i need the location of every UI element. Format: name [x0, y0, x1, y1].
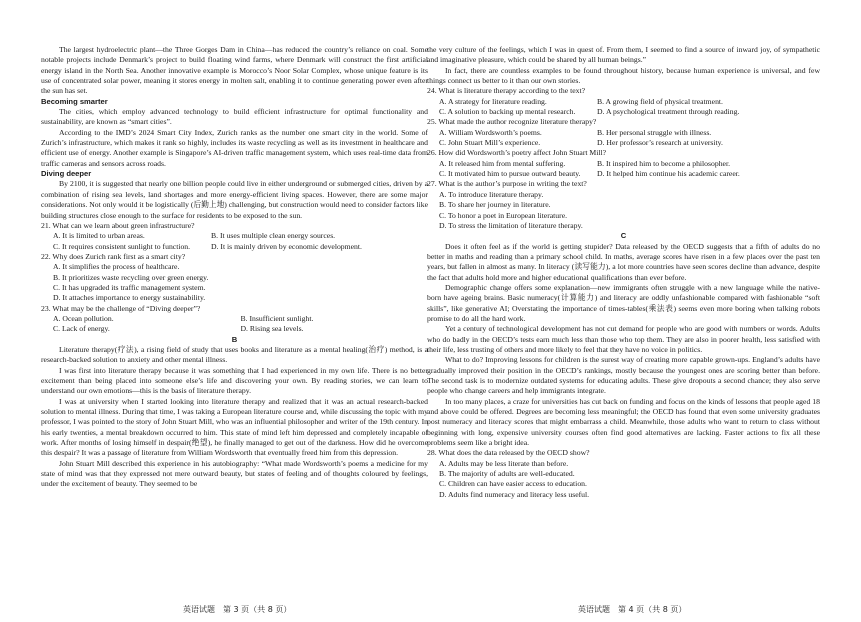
option-b: B. Her personal struggle with illness. — [597, 127, 712, 137]
option-d: D. To stress the limitation of literature therapy. — [439, 220, 583, 230]
question-23-options — [41, 314, 428, 335]
section-heading: Diving deeper — [41, 169, 92, 179]
option-d: D. Adults find numeracy and literacy less useful. — [439, 489, 590, 499]
option-b: B. It uses multiple clean energy sources. — [211, 231, 336, 241]
question-26-options — [427, 159, 820, 180]
option-d: D. It attaches importance to energy sustainability. — [53, 293, 206, 303]
paragraph-continued: the very culture of the feelings, which I was in quest of. From them, I seemed to find a source of inward joy, of sympathetic and imaginative pleasure, which could be shared by all human beings.” — [427, 45, 820, 65]
question-24-options — [427, 97, 820, 118]
option-a: A. It is limited to urban areas. — [53, 231, 145, 241]
option-b: B. A growing field of physical treatment. — [597, 96, 723, 106]
option-d: D. It helped him continue his academic career. — [597, 169, 740, 179]
paragraph: Literature therapy(疗法), a rising field of study that uses books and literature as a mental healing(治疗) method, is a research-backed solution to anxiety and other mental illness. — [41, 344, 428, 365]
question-28-options — [427, 459, 820, 500]
page-footer-right: 英语试题 第 4 页（共 8 页） — [578, 605, 687, 614]
option-b: B. It inspired him to become a philosopher. — [597, 158, 731, 168]
option-c: C. Children can have easier access to education. — [439, 479, 587, 489]
section-label-c: C — [620, 231, 627, 241]
paragraph: According to the IMD’s 2024 Smart City Index, Zurich ranks as the number one smart city in the world. Some of Zurich’s infrastructure, which makes it rank so highly, includes its waste recycling as well as its investment in healthcare and efficient use of energy. Another example is Singapore’s AI-driven traffic management system, which uses real-time data from traffic cameras and sensors across roads. — [41, 127, 428, 168]
option-c: C. It motivated him to pursue outward beauty. — [439, 169, 581, 179]
option-a: A. Adults may be less literate than before. — [439, 458, 569, 468]
option-c: C. Lack of energy. — [53, 324, 110, 334]
question-24: 24. What is literature therapy according to the text? — [427, 86, 586, 96]
question-22-options — [41, 262, 428, 303]
paragraph: In fact, there are countless examples to be found throughout history, because human experience is universal, and few things connect us better to it than our own stories. — [427, 65, 820, 86]
option-a: A. William Wordsworth’s poems. — [439, 127, 542, 137]
paragraph: Does it often feel as if the world is getting stupider? Data released by the OECD suggests that a fifth of adults do no better in maths and reading than a primary school child. In maths, average scores have risen in a few places over the past ten years, but fallen in almost as many. In literacy (读写能力), a lot more countries have seen scores decline than advance, despite the fact that adults hold more and higher educational qualifications than ever before. — [427, 241, 820, 282]
option-c: C. It requires consistent sunlight to function. — [53, 241, 191, 251]
question-28: 28. What does the data released by the OECD show? — [427, 448, 590, 458]
option-a: A. It simplifies the process of healthcare. — [53, 262, 180, 272]
option-b: B. To share her journey in literature. — [439, 200, 551, 210]
question-21-options — [41, 231, 428, 252]
section-heading: Becoming smarter — [41, 96, 108, 106]
option-a: A. A strategy for literature reading. — [439, 96, 547, 106]
option-d: D. A psychological treatment through reading. — [597, 107, 740, 117]
question-23: 23. What may be the challenge of “Diving deeper”? — [41, 303, 201, 313]
option-b: B. The majority of adults are well-educated. — [439, 469, 575, 479]
option-c: C. A solution to backing up mental research. — [439, 107, 576, 117]
question-27-options — [427, 190, 820, 231]
question-25: 25. What made the author recognize literature therapy? — [427, 117, 597, 127]
option-a: A. Ocean pollution. — [53, 313, 114, 323]
paragraph: Yet a century of technological development has not cut demand for people who are good with numbers or words. Adults who do badly in the OECD’s tests earn much less than those who top them. They are also in poorer health, less satisfied with their life, less trusting of others and more likely to feel that they have no voice in politics. — [427, 324, 820, 354]
paragraph: In too many places, a craze for universities has cut back on funding and focus on the kinds of lessons that people aged 18 and above could be offered. Degrees are becoming less meaningful; the OECD has found that even some university graduates post numeracy and literacy scores that might embarrass a child. Meanwhile, those adults who want to return to class without beginning with long, expensive university courses often find good alternatives are lacking. Faster actions to fix all these problems seem like a bright idea. — [427, 396, 820, 448]
question-25-options — [427, 128, 820, 149]
paragraph: The largest hydroelectric plant—the Three Gorges Dam in China—has reduced the country’s reliance on coal. Some notable projects include Denmark’s project to build floating wind farms, where Denmark will construct the first artificial energy island in the North Sea. Another innovative example is Morocco’s Noor Solar Complex, whose unique feature is its use of concentrated solar power, meaning it stores energy in molten salt, enabling it to continue generating power even after the sun has set. — [41, 45, 428, 96]
option-c: C. To honor a poet in European literature. — [439, 210, 568, 220]
paragraph: Demographic change offers some explanation—new immigrants often struggle with a new language while the native-born have ageing brains. Basic numeracy(计算能力) and literacy are oddly unfashionable compared with fashionable “soft skills”, like generative AI; Overstating the importance of times-tables(乘法表) seems even more boring when talking robots promise to do all the hard work. — [427, 282, 820, 323]
option-a: A. To introduce literature therapy. — [439, 189, 544, 199]
option-d: D. It is mainly driven by economic development. — [211, 241, 362, 251]
question-22: 22. Why does Zurich rank first as a smart city? — [41, 251, 186, 261]
page-footer-left: 英语试题 第 3 页（共 8 页） — [183, 605, 292, 614]
option-c: C. John Stuart Mill’s experience. — [439, 138, 541, 148]
question-26: 26. How did Wordsworth’s poetry affect John Stuart Mill? — [427, 148, 607, 158]
paragraph: I was first into literature therapy because it was something that I had experienced in my own life. There is no better excitement than being placed into someone else’s life and discovering your own. By reading stories, we can learn to understand our own emotions—this is the basis of literature therapy. — [41, 365, 428, 396]
option-d: D. Rising sea levels. — [240, 324, 304, 334]
option-a: A. It released him from mental suffering. — [439, 158, 566, 168]
paragraph: What to do? Improving lessons for children is the surest way of creating more capable grown-ups. England’s adults have gradually improved their position in the OECD’s rankings, mostly because the youngest ones are scoring better than before. The second task is to modernize outdated systems for educating adults. These give dropouts a second chance; they also serve people who change careers and help immigrants integrate. — [427, 355, 820, 396]
paragraph: By 2100, it is suggested that nearly one billion people could live in either underground or submerged cities, driven by a combination of rising sea levels, land shortages and more energy-efficient living spaces. However, there are some major considerations. Not only would it be logistically (后勤上地) challenging, but construction would need to consider factors like building structures close enough to the surface for residents to be exposed to the sun. — [41, 179, 428, 220]
page-4-column — [427, 45, 820, 500]
page-3-column — [41, 45, 428, 490]
paragraph: John Stuart Mill described this experience in his autobiography: “What made Wordsworth’s poems a medicine for my state of mind was that they expressed not mere outward beauty, but states of feeling and of thoughts coloured by feelings, under the excitement of beauty. They seemed to be — [41, 458, 428, 489]
paragraph: The cities, which employ advanced technology to build efficient infrastructure for optimal functionality and sustainability, are known as “smart cities”. — [41, 107, 428, 127]
paragraph: I was at university when I started looking into literature therapy and realized that it was an actual research-backed solution to mental illness. During that time, I was taking a European literature course and, while discussing the topic with my professor, I was pointed to the story of John Stuart Mill, who was an influential philosopher and writer of the 19th century. In his early twenties, a mental breakdown occurred to him. This state of mind left him depressed and completely incapable of work. After months of losing himself in despair(绝望), he finally managed to get out of the darkness. How did he overcome this despair? It was a passage of literature from William Wordsworth that eventually freed him from this depression. — [41, 396, 428, 458]
option-b: B. It prioritizes waste recycling over green energy. — [53, 272, 209, 282]
option-b: B. Insufficient sunlight. — [240, 313, 314, 323]
question-21: 21. What can we learn about green infrastructure? — [41, 220, 195, 230]
section-label-b: B — [231, 334, 238, 344]
option-d: D. Her professor’s research at university. — [597, 138, 723, 148]
question-27: 27. What is the author’s purpose in writing the text? — [427, 179, 587, 189]
option-c: C. It has upgraded its traffic management system. — [53, 282, 206, 292]
